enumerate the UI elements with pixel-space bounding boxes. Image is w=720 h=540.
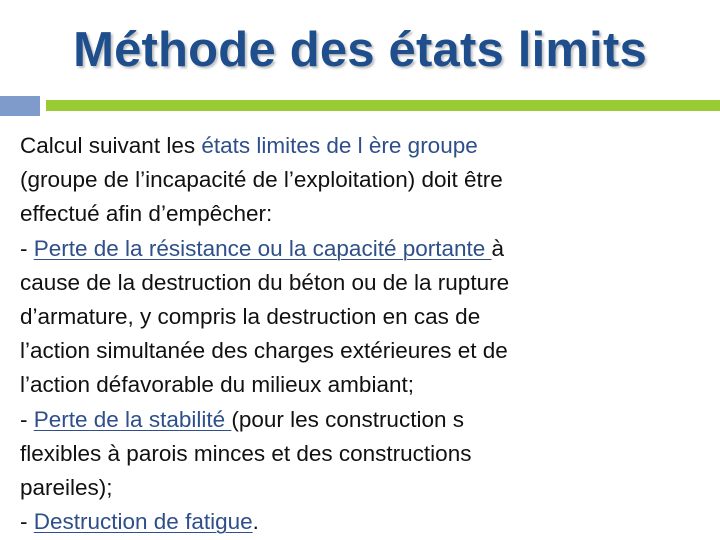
link-perte-stabilite[interactable]: Perte de la stabilité: [33, 406, 232, 432]
bullet-dash: -: [20, 235, 34, 261]
body-line-2: (groupe de l’incapacité de l’exploitation) doit être: [20, 167, 503, 193]
bullet-dash: -: [20, 406, 34, 432]
body-line-10: flexibles à parois minces et des constructions: [20, 440, 472, 466]
body-line-9: [20, 403, 716, 437]
body-line-11: pareiles);: [20, 474, 113, 500]
body-line-1: [20, 129, 716, 163]
body-line-7: l’action simultanée des charges extérieures et de: [20, 338, 508, 364]
highlight-etats-limites: états limites de l ère groupe: [201, 133, 478, 158]
body-line-6: d’armature, y compris la destruction en cas de: [20, 303, 481, 329]
title-accent-green-bar: [46, 100, 720, 111]
body-line-4-end: à: [491, 235, 505, 261]
link-perte-resistance[interactable]: Perte de la résistance ou la capacité portante: [33, 235, 492, 261]
bullet-dash: -: [20, 509, 34, 535]
slide-title: Méthode des états limits: [73, 23, 647, 77]
body-line-5: cause de la destruction du béton ou de la rupture: [20, 269, 510, 295]
title-accent-blue-block: [0, 96, 40, 116]
body-line-3: effectué afin d’empêcher:: [20, 201, 273, 227]
body-line-1-text: Calcul suivant les: [20, 133, 202, 158]
link-destruction-fatigue[interactable]: Destruction de fatigue: [33, 509, 253, 535]
body-line-12-end: .: [252, 509, 259, 535]
body-line-8: l’action défavorable du milieux ambiant;: [20, 372, 414, 398]
body-line-12: [20, 505, 716, 539]
slide-body: [20, 129, 716, 539]
body-line-4: [20, 232, 716, 266]
body-line-9-end: (pour les construction s: [231, 406, 464, 432]
